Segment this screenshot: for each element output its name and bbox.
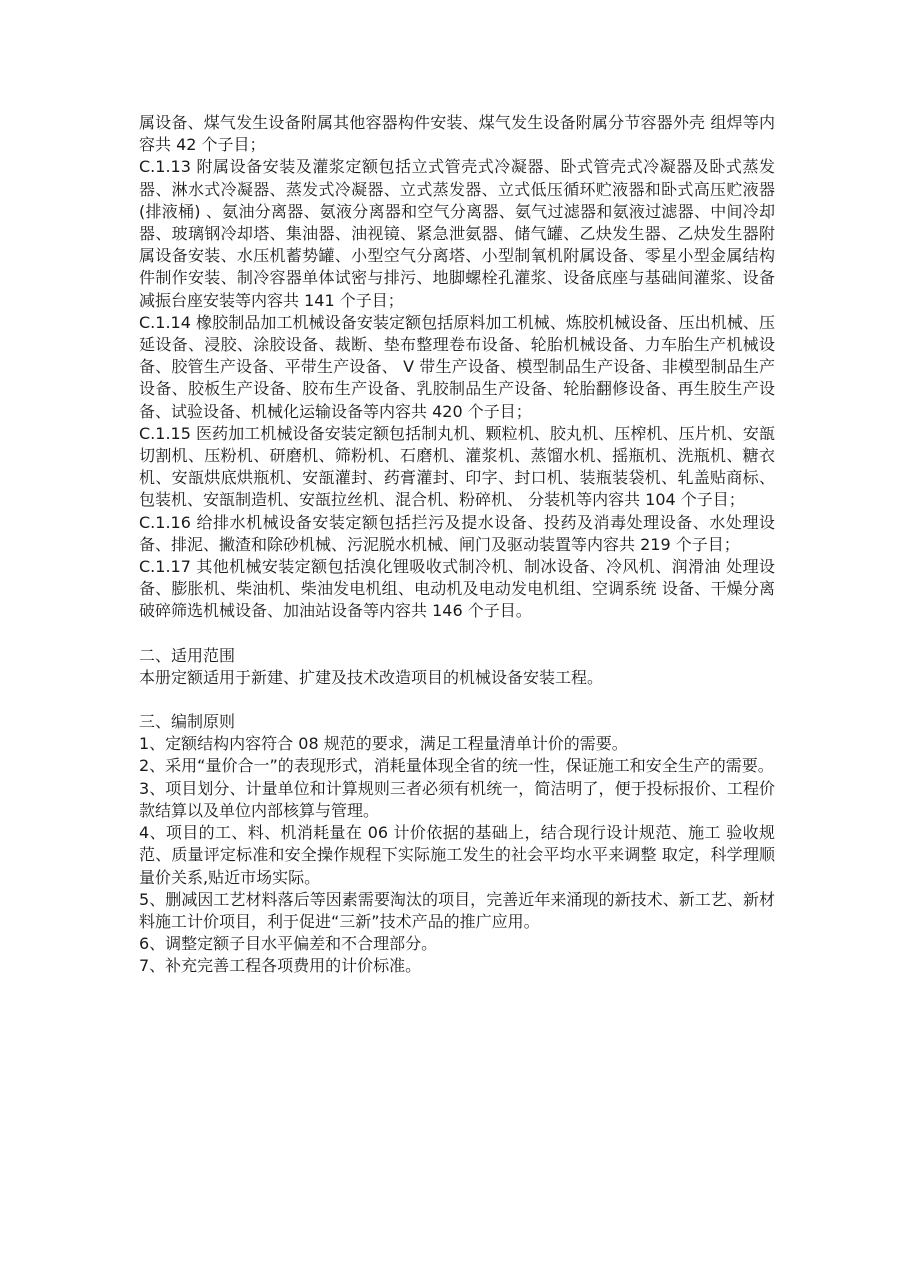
section-heading-scope: 二、适用范围 — [139, 645, 236, 665]
section-body-scope: 本册定额适用于新建、扩建及技术改造项目的机械设备安装工程。 — [139, 667, 604, 687]
section-spacer — [139, 689, 775, 711]
paragraph-c-1-16: C.1.16 给排水机械设备安装定额包括拦污及提水设备、投药及消毒处理设备、水处理设备、排泥、撇渣和除砂机械、污泥脱水机械、闸门及驱动装置等内容共 219 个子目； — [139, 512, 775, 554]
paragraph-c-1-14: C.1.14 橡胶制品加工机械设备安装定额包括原料加工机械、炼胶机械设备、压出机械、压延设备、浸胶、涂胶设备、裁断、垫布整理卷布设备、轮胎机械设备、力车胎生产机械设备、胶管生产设备、平带生产设备、 V 带生产设备、模型制品生产设备、非模型制品生产设备、胶板生产设备、胶布生产设备、乳胶制品生产设备、轮胎翻修设备、再生胶生产设备、试验设备、机械化运输设备等内容共 420 个子目； — [139, 312, 775, 421]
principle-item-6: 6、调整定额子目水平偏差和不合理部分。 — [139, 934, 438, 954]
paragraph-intro-1: 属设备、煤气发生设备附属其他容器构件安装、煤气发生设备附属分节容器外壳 组焊等内容共 42 个子目； — [139, 113, 775, 155]
principle-item-5: 5、删减因工艺材料落后等因素需要淘汰的项目，完善近年来涌现的新技术、新工艺、新材料施工计价项目，利于促进“三新”技术产品的推广应用。 — [139, 889, 775, 931]
paragraph-c-1-13: C.1.13 附属设备安装及灌浆定额包括立式管壳式冷凝器、卧式管壳式冷凝器及卧式蒸发器、淋水式冷凝器、蒸发式冷凝器、立式蒸发器、立式低压循环贮液器和卧式高压贮液器 (排液桶) 、氨油分离器、氨液分离器和空气分离器、氨气过滤器和氨液过滤器、中间冷却器、玻璃钢冷却塔、集油器、油视镜、紧急泄氨器、储气罐、乙炔发生器、乙炔发生器附属设备安装、水压机蓄势罐、小型空气分离塔、小型制氧机附属设备、零星小型金属结构件制作安装、制冷容器单体试密与排污、地脚螺栓孔灌浆、设备底座与基础间灌浆、设备减振台座安装等内容共 141 个子目； — [139, 157, 775, 310]
section-spacer — [139, 623, 775, 645]
principle-item-1: 1、定额结构内容符合 08 规范的要求，满足工程量清单计价的需要。 — [139, 734, 628, 754]
section-heading-principles: 三、编制原则 — [139, 712, 236, 732]
principle-item-3: 3、项目划分、计量单位和计算规则三者必须有机统一，简洁明了，便于投标报价、工程价款结算以及单位内部核算与管理。 — [139, 778, 775, 820]
paragraph-c-1-15: C.1.15 医药加工机械设备安装定额包括制丸机、颗粒机、胶丸机、压榨机、压片机、安瓿切割机、压粉机、研磨机、筛粉机、石磨机、灌浆机、蒸馏水机、摇瓶机、洗瓶机、糖衣机、安瓿烘底烘瓶机、安瓿灌封、药膏灌封、印字、封口机、装瓶装袋机、轧盖贴商标、包装机、安瓿制造机、安瓿拉丝机、混合机、粉碎机、 分装机等内容共 104 个子目； — [139, 423, 775, 510]
document-page — [139, 112, 775, 978]
principle-item-2: 2、采用“量价合一”的表现形式，消耗量体现全省的统一性，保证施工和安全生产的需要。 — [139, 756, 774, 776]
principle-item-7: 7、补充完善工程各项费用的计价标准。 — [139, 956, 422, 976]
principle-item-4: 4、项目的工、料、机消耗量在 06 计价依据的基础上，结合现行设计规范、施工 验收规范、质量评定标准和安全操作规程下实际施工发生的社会平均水平来调整 取定，科学理顺量价关系,贴近市场实际。 — [139, 823, 775, 887]
paragraph-c-1-17: C.1.17 其他机械安装定额包括溴化锂吸收式制冷机、制冰设备、冷风机、润滑油 处理设备、膨胀机、柴油机、柴油发电机组、电动机及电动发电机组、空调系统 设备、干燥分离破碎筛选机械设备、加油站设备等内容共 146 个子目。 — [139, 557, 775, 621]
